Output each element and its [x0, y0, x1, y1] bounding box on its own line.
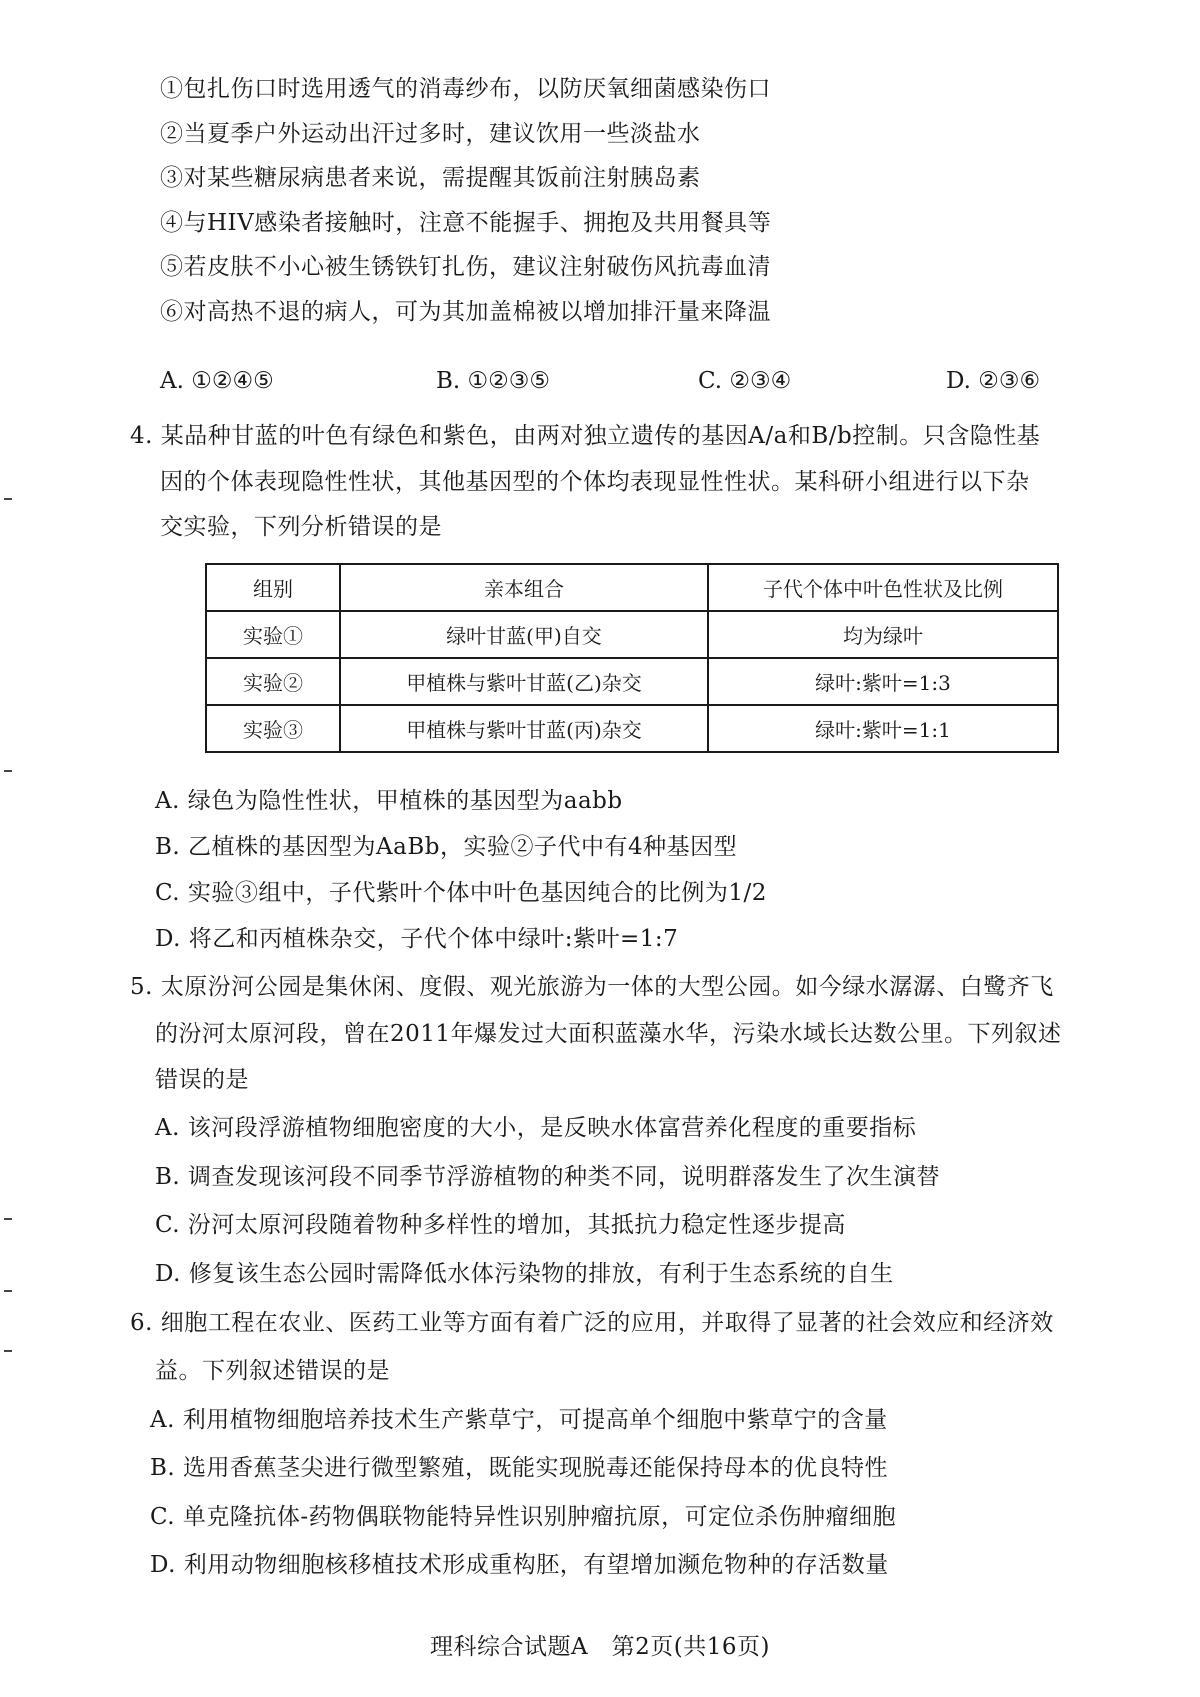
- margin-mark: [4, 1290, 12, 1292]
- table-cell: 实验③: [206, 705, 340, 752]
- experiment-table: [205, 563, 1059, 753]
- q5-stem-line-2: 的汾河太原河段，曾在2011年爆发过大面积蓝藻水华，污染水域长达数公里。下列叙述: [155, 1021, 1062, 1047]
- table-row: [206, 611, 1058, 658]
- table-header-offspring: 子代个体中叶色性状及比例: [708, 564, 1058, 611]
- margin-mark: [4, 498, 12, 500]
- margin-mark: [4, 1350, 12, 1352]
- q5-option-d: D. 修复该生态公园时需降低水体污染物的排放，有利于生态系统的自生: [155, 1261, 894, 1287]
- table-header-row: [206, 564, 1058, 611]
- q5-option-c: C. 汾河太原河段随着物种多样性的增加，其抵抗力稳定性逐步提高: [155, 1212, 846, 1238]
- q6-stem-line-1: 6. 细胞工程在农业、医药工业等方面有着广泛的应用，并取得了显著的社会效应和经济效: [130, 1310, 1054, 1336]
- q4-option-d: D. 将乙和丙植株杂交，子代个体中绿叶:紫叶=1:7: [155, 926, 679, 952]
- q3-option-d: D. ②③⑥: [946, 368, 1041, 394]
- table-header-parents: 亲本组合: [340, 564, 708, 611]
- q5-stem-line-3: 错误的是: [155, 1067, 249, 1093]
- q5-stem-line-1: 5. 太原汾河公园是集休闲、度假、观光旅游为一体的大型公园。如今绿水潺潺、白鹭齐飞: [130, 974, 1054, 1000]
- q5-option-a: A. 该河段浮游植物细胞密度的大小，是反映水体富营养化程度的重要指标: [155, 1115, 917, 1141]
- table-header-group: 组别: [206, 564, 340, 611]
- q3-item-4: ④与HIV感染者接触时，注意不能握手、拥抱及共用餐具等: [160, 210, 772, 236]
- q3-item-2: ②当夏季户外运动出汗过多时，建议饮用一些淡盐水: [160, 121, 701, 147]
- q4-stem-line-2: 因的个体表现隐性性状，其他基因型的个体均表现显性性状。某科研小组进行以下杂: [160, 469, 1030, 495]
- table-cell: 实验①: [206, 611, 340, 658]
- q3-option-a: A. ①②④⑤: [160, 368, 274, 394]
- q6-option-a: A. 利用植物细胞培养技术生产紫草宁，可提高单个细胞中紫草宁的含量: [150, 1407, 888, 1433]
- q3-item-5: ⑤若皮肤不小心被生锈铁钉扎伤，建议注射破伤风抗毒血清: [160, 254, 771, 280]
- q4-option-b: B. 乙植株的基因型为AaBb，实验②子代中有4种基因型: [155, 834, 738, 860]
- q3-item-3: ③对某些糖尿病患者来说，需提醒其饭前注射胰岛素: [160, 165, 701, 191]
- page-footer: 理科综合试题A 第2页(共16页): [430, 1634, 770, 1660]
- table-cell: 绿叶:紫叶=1:1: [708, 705, 1058, 752]
- q6-stem-line-2: 益。下列叙述错误的是: [155, 1358, 390, 1384]
- table-row: [206, 658, 1058, 705]
- margin-mark: [4, 1218, 12, 1220]
- q3-option-c: C. ②③④: [698, 368, 792, 394]
- table-cell: 实验②: [206, 658, 340, 705]
- table-cell: 绿叶甘蓝(甲)自交: [340, 611, 708, 658]
- q3-option-b: B. ①②③⑤: [436, 368, 551, 394]
- table-cell: 甲植株与紫叶甘蓝(乙)杂交: [340, 658, 708, 705]
- table-row: [206, 705, 1058, 752]
- q5-option-b: B. 调查发现该河段不同季节浮游植物的种类不同，说明群落发生了次生演替: [155, 1164, 941, 1190]
- table-cell: 绿叶:紫叶=1:3: [708, 658, 1058, 705]
- q4-option-a: A. 绿色为隐性性状，甲植株的基因型为aabb: [155, 788, 623, 814]
- q3-item-6: ⑥对高热不退的病人，可为其加盖棉被以增加排汗量来降温: [160, 299, 771, 325]
- table-cell: 甲植株与紫叶甘蓝(丙)杂交: [340, 705, 708, 752]
- margin-mark: [4, 770, 12, 772]
- q6-option-b: B. 选用香蕉茎尖进行微型繁殖，既能实现脱毒还能保持母本的优良特性: [150, 1455, 889, 1481]
- q3-options: [160, 368, 1080, 398]
- q6-option-d: D. 利用动物细胞核移植技术形成重构胚，有望增加濒危物种的存活数量: [150, 1552, 889, 1578]
- q4-stem-line-3: 交实验，下列分析错误的是: [160, 514, 442, 540]
- q4-option-c: C. 实验③组中，子代紫叶个体中叶色基因纯合的比例为1/2: [155, 880, 767, 906]
- q3-item-1: ①包扎伤口时选用透气的消毒纱布，以防厌氧细菌感染伤口: [160, 76, 771, 102]
- table-cell: 均为绿叶: [708, 611, 1058, 658]
- q6-option-c: C. 单克隆抗体-药物偶联物能特异性识别肿瘤抗原，可定位杀伤肿瘤细胞: [150, 1504, 897, 1530]
- q4-stem-line-1: 4. 某品种甘蓝的叶色有绿色和紫色，由两对独立遗传的基因A/a和B/b控制。只含隐性基: [130, 423, 1041, 449]
